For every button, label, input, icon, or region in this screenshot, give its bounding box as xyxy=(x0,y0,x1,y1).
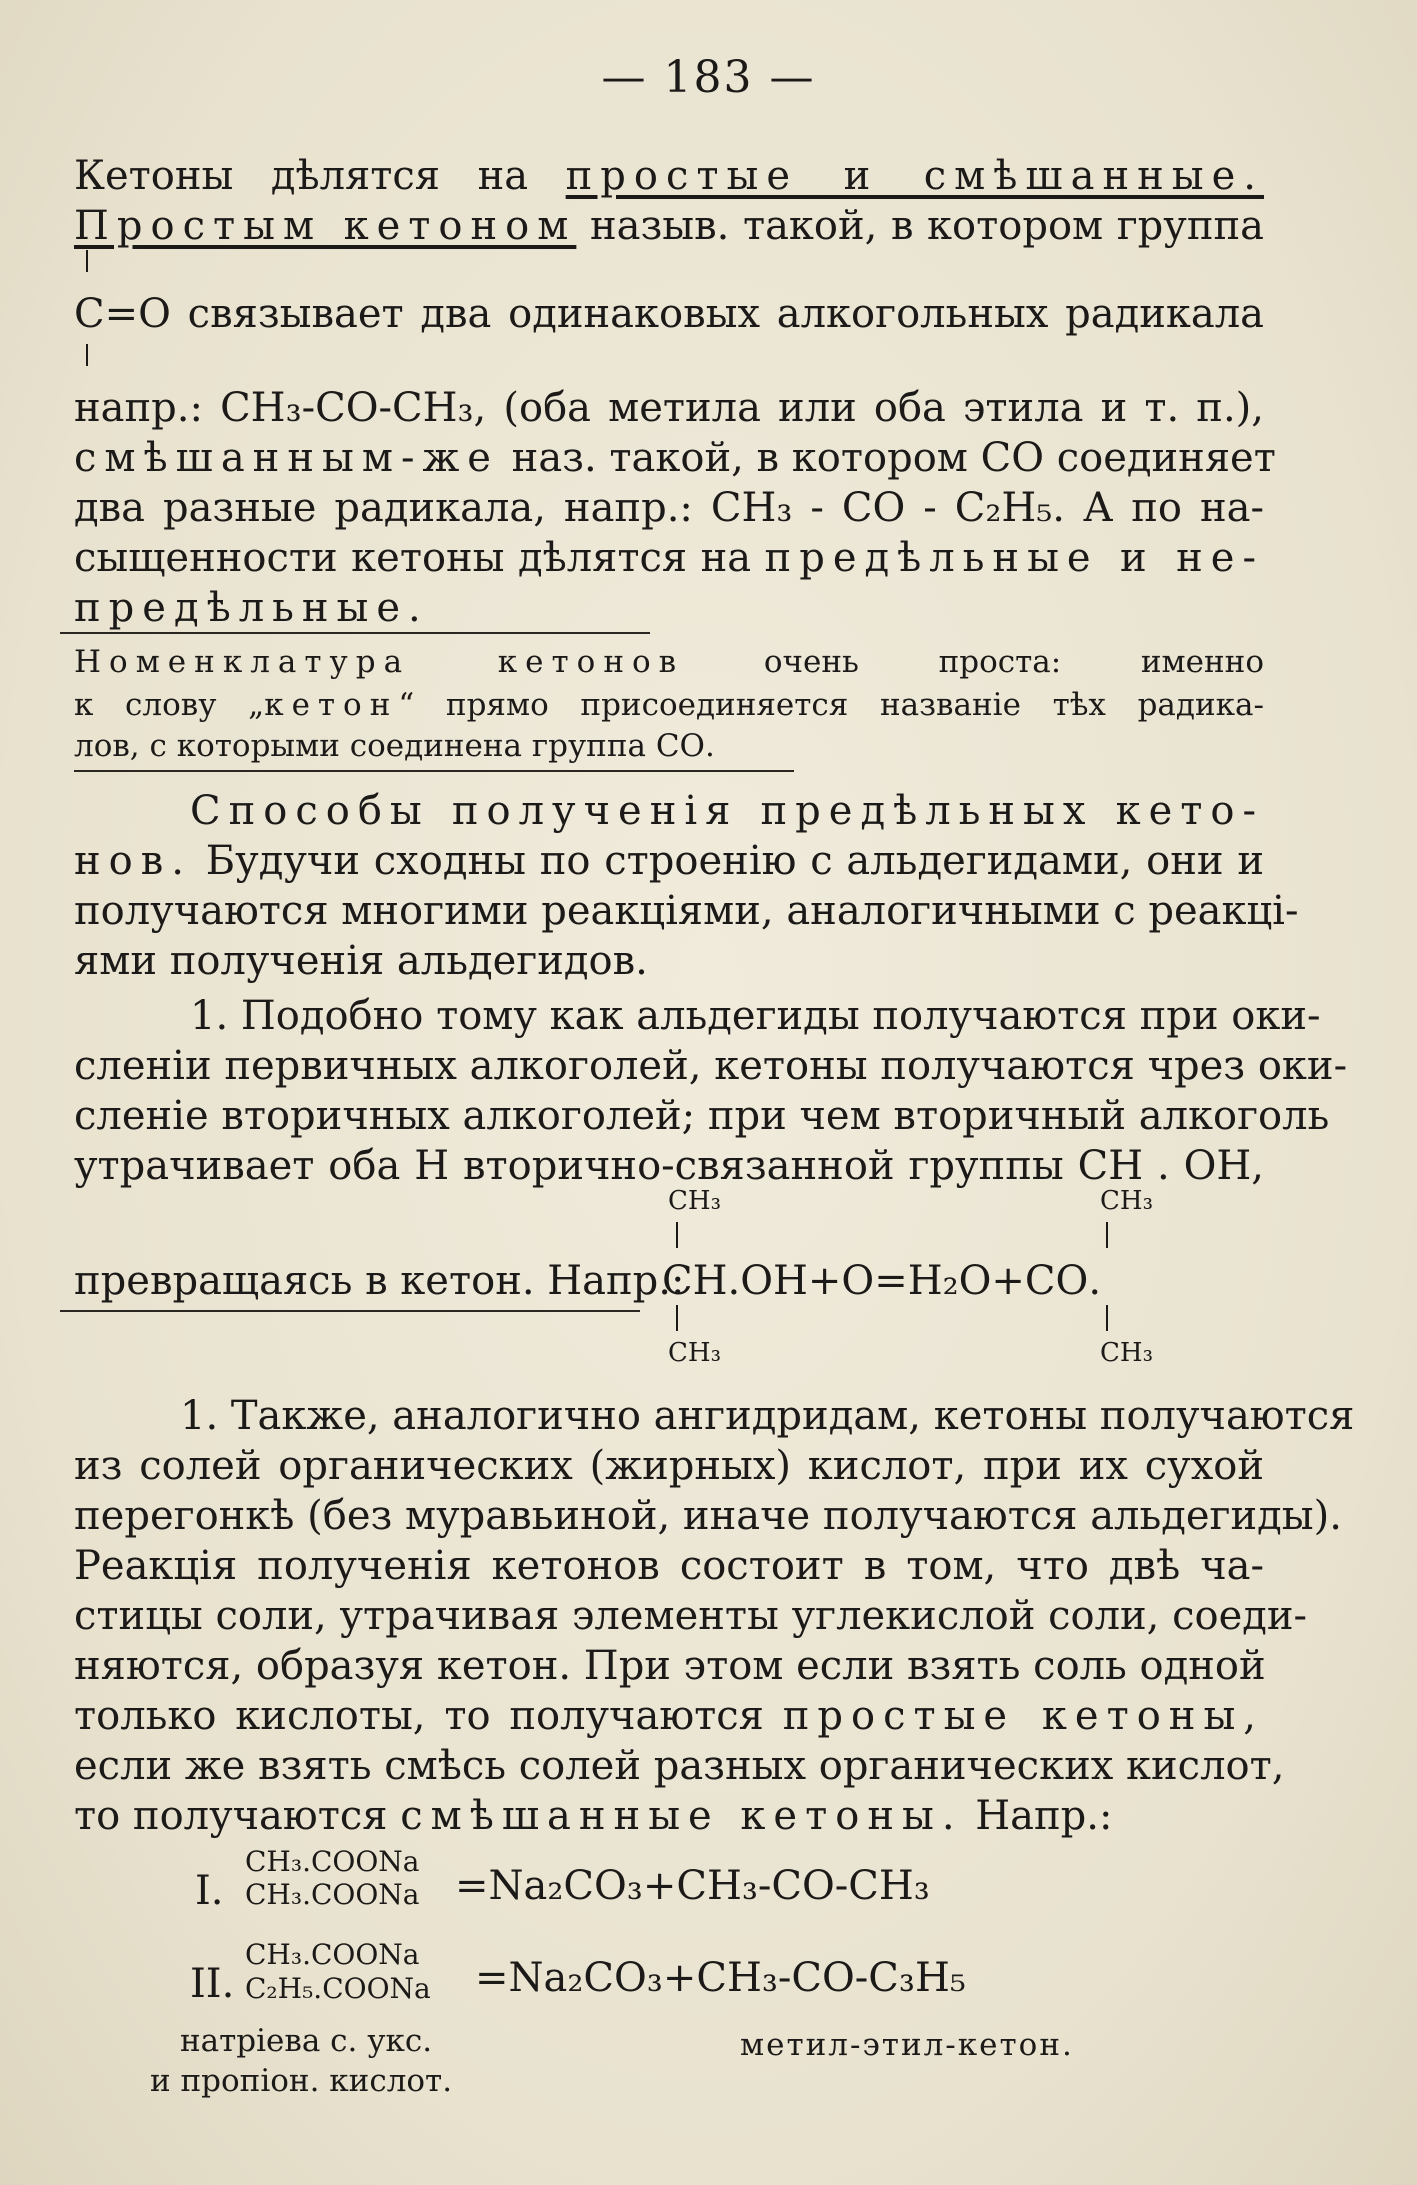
spaced-term: кетон xyxy=(264,687,399,723)
text: назыв. такой, в котором группа xyxy=(589,203,1264,249)
item1-line2: сленіи первичных алкоголей, кетоны получаются чрез оки- xyxy=(74,1043,1348,1089)
bond-line-bottom xyxy=(86,344,88,366)
methods-line2 xyxy=(74,835,1264,887)
item1-line3: сленіе вторичных алкоголей; при чем вторичный алкоголь xyxy=(74,1093,1330,1139)
item2-line2: из солей органических (жирных) кислот, при их сухой xyxy=(74,1443,1264,1489)
item1-line5: превращаясь в кетон. Напр.: xyxy=(74,1258,685,1304)
text: “ прямо присоединяется названіе тѣх радика- xyxy=(398,687,1264,723)
reaction2-top: СН₃.СООNa xyxy=(245,1938,420,1971)
text: связывает два одинаковых алкогольных радикала xyxy=(187,291,1264,337)
bond-vertical xyxy=(1106,1305,1108,1331)
carbonyl-group: С=О xyxy=(74,291,171,337)
para1-line1 xyxy=(74,150,1264,202)
note-product: метил-этил-кетон. xyxy=(740,2027,1074,2063)
para1-line2 xyxy=(74,200,1264,252)
reaction2-rhs: =Na₂CO₃+СН₃-СО-С₃Н₅ xyxy=(475,1955,966,2001)
item1-line4: утрачивает оба Н вторично-связанной группы СН . ОН, xyxy=(74,1143,1264,1189)
methods-line1: Способы полученія предѣльных кето- xyxy=(190,788,1264,834)
reaction1-bottom: СН₃.СООNa xyxy=(245,1878,420,1911)
methods-line3: получаются многими реакціями, аналогичными с реакці- xyxy=(74,888,1299,934)
para1-line6: два разные радикала, напр.: СН₃ - СО - С₂Н₅. А по на- xyxy=(74,485,1264,531)
page-number: — 183 — xyxy=(601,52,816,103)
spaced-term: предѣльные и не- xyxy=(764,535,1264,581)
pencil-underline-3 xyxy=(60,1310,640,1312)
nomenclature-line2 xyxy=(74,685,1264,725)
formula-ch3-top-right: СН₃ xyxy=(1100,1186,1153,1216)
formula-main: СН.ОН+О=Н₂О+СО. xyxy=(662,1258,1102,1304)
text: к слову „ xyxy=(74,687,265,723)
item2-line8: если же взять смѣсь солей разных органических кислот, xyxy=(74,1743,1285,1789)
spaced-term: смѣшанные кетоны. xyxy=(400,1793,963,1839)
methods-line4: ями полученія альдегидов. xyxy=(74,938,648,984)
bond-vertical xyxy=(676,1222,678,1248)
item1-line1: 1. Подобно тому как альдегиды получаются при оки- xyxy=(190,993,1321,1039)
para1-line8: предѣльные. xyxy=(74,585,429,631)
note-salts-line1: натріева с. укс. xyxy=(180,2023,433,2059)
item2-line6: няются, образуя кетон. При этом если взять соль одной xyxy=(74,1643,1266,1689)
reaction1-label: I. xyxy=(195,1868,224,1914)
formula-ch3-bottom-right: СН₃ xyxy=(1100,1338,1153,1368)
formula-ch3-top-left: СН₃ xyxy=(668,1186,721,1216)
pencil-underline-2 xyxy=(74,770,794,772)
reaction1-top: СН₃.СООNa xyxy=(245,1845,420,1878)
spaced-term: смѣшанным-же xyxy=(74,435,499,481)
text: Кетоны дѣлятся на xyxy=(74,153,529,199)
spaced-term: Номенклатура кетонов xyxy=(74,644,685,680)
text: Напр.: xyxy=(975,1793,1113,1839)
spaced-term: нов. xyxy=(74,838,192,884)
reaction1-rhs: =Na₂CO₃+СН₃-СО-СН₃ xyxy=(455,1863,930,1909)
reaction2-bottom: С₂Н₅.СООNa xyxy=(245,1972,431,2005)
reaction2-label: II. xyxy=(190,1961,235,2007)
bond-vertical xyxy=(676,1305,678,1331)
item2-line3: перегонкѣ (без муравьиной, иначе получаются альдегиды). xyxy=(74,1493,1342,1539)
item2-line1: 1. Также, аналогично ангидридам, кетоны получаются xyxy=(180,1393,1355,1439)
spaced-term: простые кетоны, xyxy=(782,1693,1265,1739)
item2-line4: Реакція полученія кетонов состоит в том, что двѣ ча- xyxy=(74,1543,1264,1589)
item2-line5: стицы соли, утрачивая элементы углекислой соли, соеди- xyxy=(74,1593,1308,1639)
text: очень проста: именно xyxy=(763,644,1265,680)
text: только кислоты, то получаются xyxy=(74,1693,764,1739)
nomenclature-line3: лов, с которыми соединена группа СО. xyxy=(74,728,715,764)
text: наз. такой, в котором СО соединяет xyxy=(511,435,1276,481)
spaced-term: Простым кетоном xyxy=(74,203,577,249)
formula-ch3-bottom-left: СН₃ xyxy=(668,1338,721,1368)
para1-line4: напр.: СН₃-СО-СН₃, (оба метила или оба этила и т. п.), xyxy=(74,385,1264,431)
item2-line7 xyxy=(74,1690,1264,1742)
para1-line3 xyxy=(74,288,1264,340)
nomenclature-line1 xyxy=(74,642,1264,682)
note-salts-line2: и пропіон. кислот. xyxy=(150,2063,453,2099)
item2-line9 xyxy=(74,1790,1112,1842)
para1-line5 xyxy=(74,432,1276,484)
text: то получаются xyxy=(74,1793,388,1839)
text: сыщенности кетоны дѣлятся на xyxy=(74,535,752,581)
pencil-underline xyxy=(60,632,650,634)
para1-line7 xyxy=(74,532,1264,584)
spaced-term: простые и смѣшанные. xyxy=(565,153,1264,199)
text: Будучи сходны по строенію с альдегидами, они и xyxy=(205,838,1264,884)
bond-vertical xyxy=(1106,1222,1108,1248)
bond-line-top xyxy=(86,250,88,272)
